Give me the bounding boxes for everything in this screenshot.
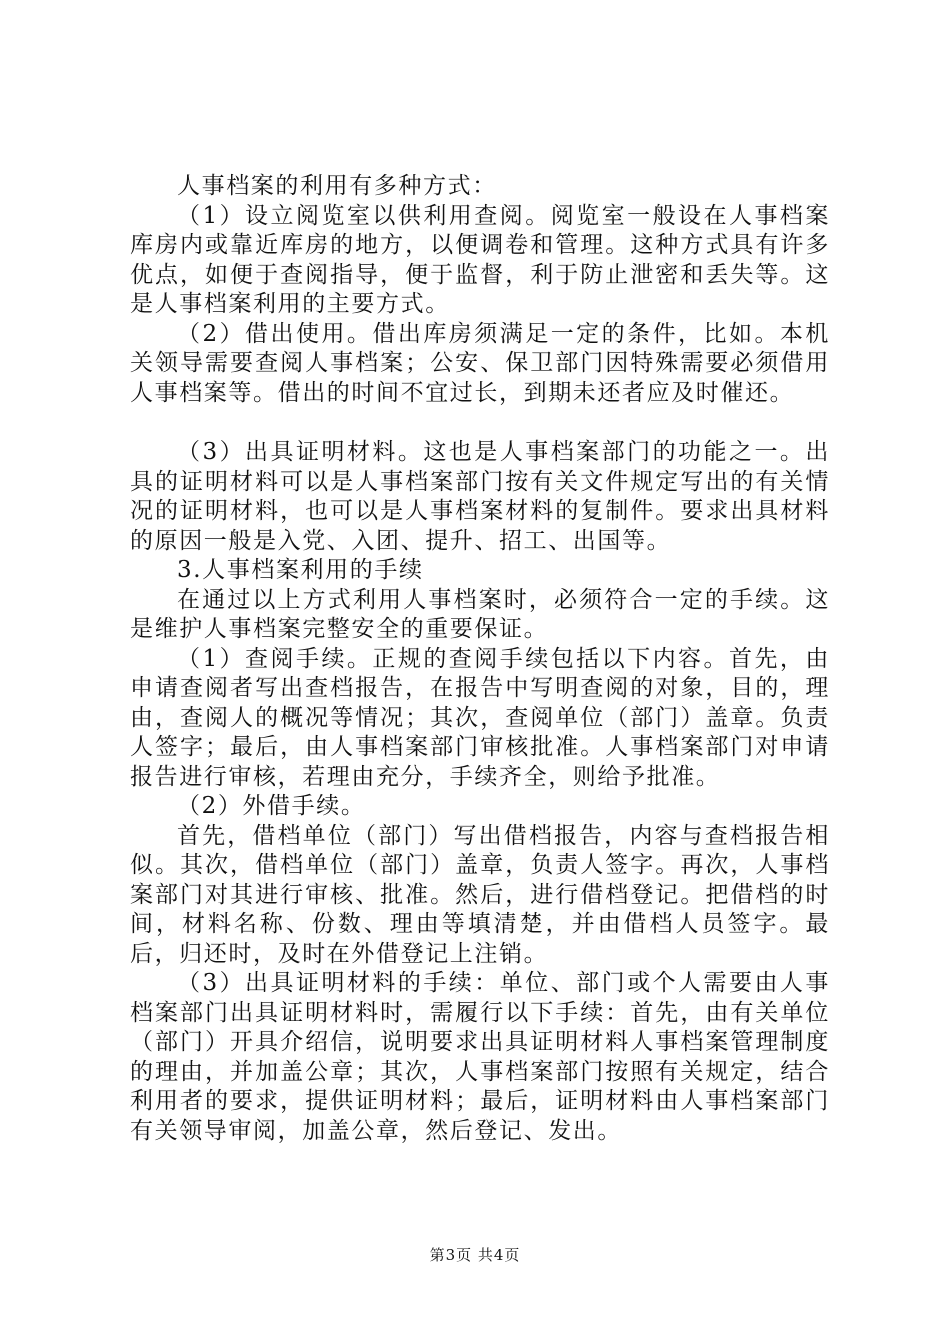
paragraph-consult-procedure: （1）查阅手续。正规的查阅手续包括以下内容。首先，由申请查阅者写出查档报告，在报告中写明查阅的对象，目的，理由，查阅人的概况等情况；其次，查阅单位（部门）盖章。负责人签字；最后，由人事档案部门审核批准。人事档案部门对申请报告进行审核，若理由充分，手续齐全，则给予批准。 xyxy=(130,645,830,790)
paragraph-reading-room: （1）设立阅览室以供利用查阅。阅览室一般设在人事档案库房内或靠近库房的地方，以便调卷和管理。这种方式具有许多优点，如便于查阅指导，便于监督，利于防止泄密和丢失等。这是人事档案利用的主要方式。 xyxy=(130,202,830,317)
paragraph-procedures-intro: 在通过以上方式利用人事档案时，必须符合一定的手续。这是维护人事档案完整安全的重要保证。 xyxy=(130,586,830,642)
paragraph-lending: （2）借出使用。借出库房须满足一定的条件，比如。本机关领导需要查阅人事档案；公安、保卫部门因特殊需要必须借用人事档案等。借出的时间不宜过长，到期未还者应及时催还。 xyxy=(130,320,830,406)
paragraph-intro: 人事档案的利用有多种方式： xyxy=(177,173,497,199)
paragraph-certificate: （3）出具证明材料。这也是人事档案部门的功能之一。出具的证明材料可以是人事档案部门按有关文件规定写出的有关情况的证明材料，也可以是人事档案材料的复制件。要求出具材料的原因一般是入党、入团、提升、招工、出国等。 xyxy=(130,439,830,554)
page-footer: 第3页 共4页 xyxy=(429,1246,521,1264)
paragraph-lending-procedure: 首先，借档单位（部门）写出借档报告，内容与查档报告相似。其次，借档单位（部门）盖章，负责人签字。再次，人事档案部门对其进行审核、批准。然后，进行借档登记。把借档的时间，材料名称、份数、理由等填清楚，并由借档人员签字。最后，归还时，及时在外借登记上注销。 xyxy=(130,822,830,967)
section-heading: 3.人事档案利用的手续 xyxy=(177,557,424,583)
paragraph-lending-procedure-heading: （2）外借手续。 xyxy=(177,793,366,819)
paragraph-certificate-procedure: （3）出具证明材料的手续：单位、部门或个人需要由人事档案部门出具证明材料时，需履行以下手续：首先，由有关单位（部门）开具介绍信，说明要求出具证明材料人事档案管理制度的理由，并加盖公章；其次，人事档案部门按照有关规定，结合利用者的要求，提供证明材料；最后，证明材料由人事档案部门有关领导审阅，加盖公章，然后登记、发出。 xyxy=(130,970,830,1144)
document-body xyxy=(130,172,830,1146)
